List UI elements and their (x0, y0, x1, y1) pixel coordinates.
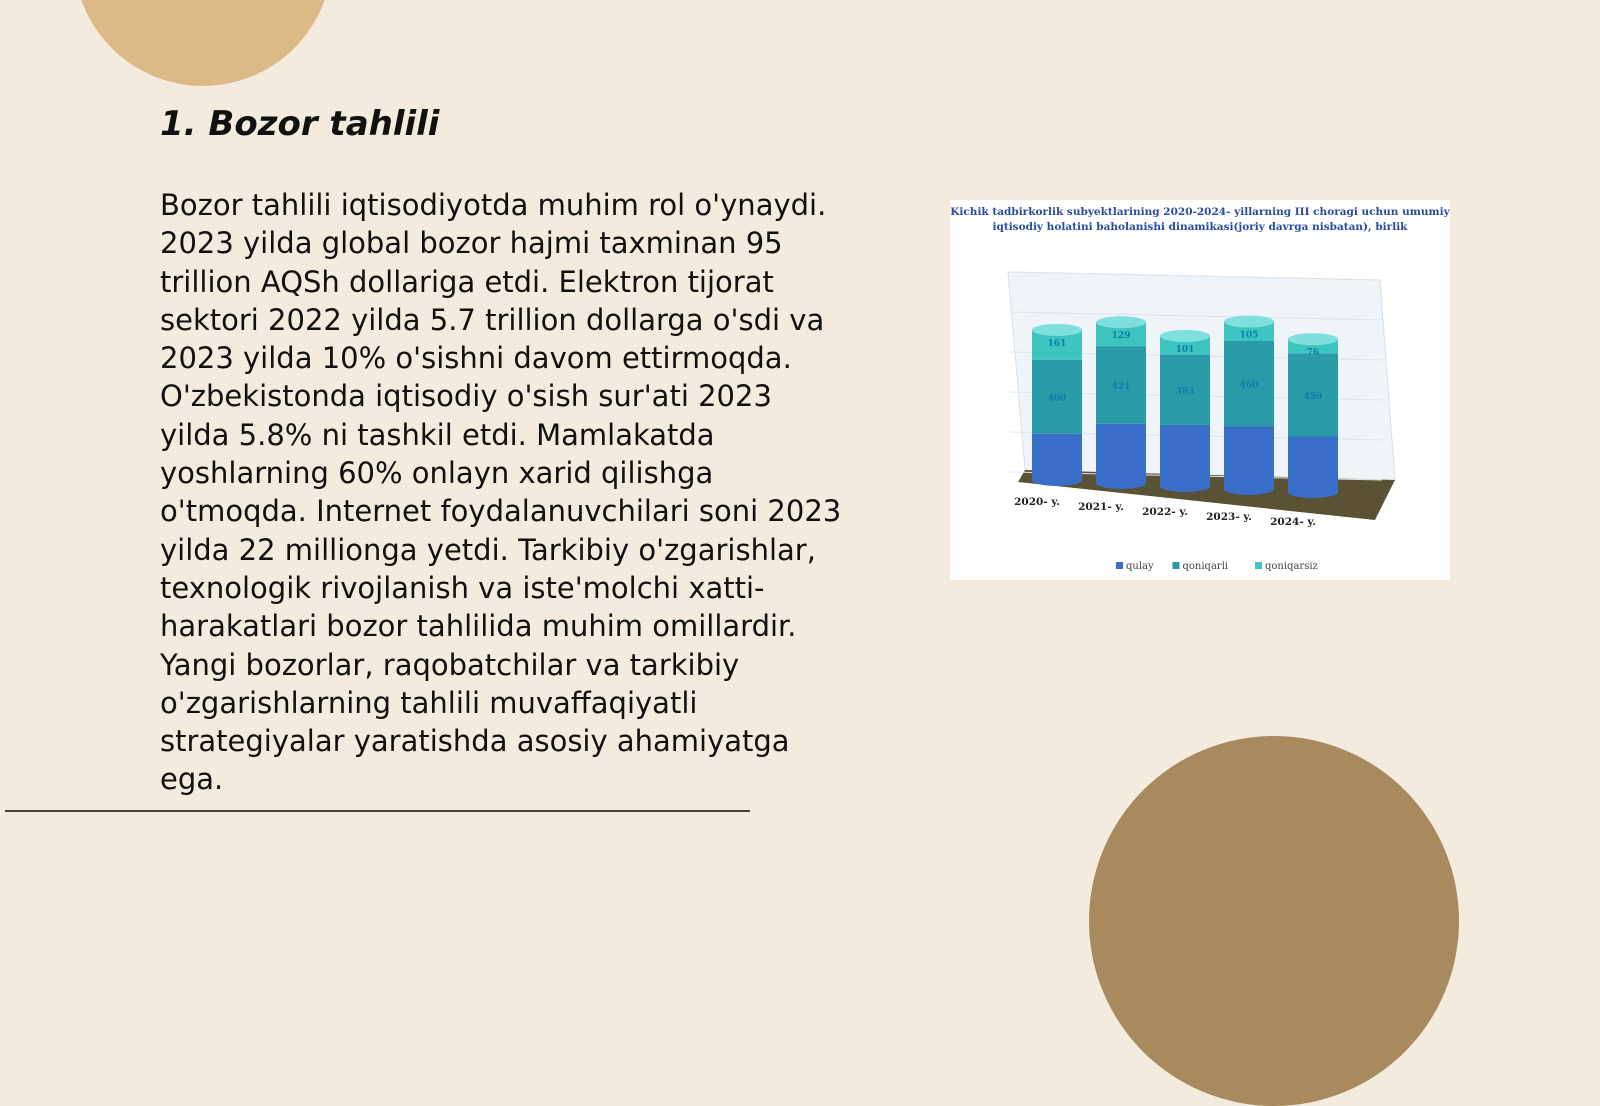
data-label-mid-4: 460 (1239, 380, 1259, 391)
data-label-top-1: 161 (1047, 338, 1067, 349)
bar-qulay-5 (1288, 437, 1338, 493)
divider-line (5, 810, 750, 812)
bar-cap-3 (1160, 330, 1210, 342)
legend-label-qoniqarsiz: qoniqarsiz (1265, 561, 1318, 572)
category-label-4: 2023- y. (1206, 511, 1252, 523)
chart-title-line-2: iqtisodiy holatini baholanishi dinamikasi(joriy davrga nisbatan), birlik (992, 221, 1408, 233)
category-label-5: 2024- y. (1270, 516, 1316, 528)
bar-base-4 (1224, 483, 1274, 495)
data-label-mid-3: 383 (1175, 386, 1195, 397)
chart-title-line-1: Kichik tadbirkorlik subyektlarining 2020-2024- yillarning III choragi uchun umumiy (950, 206, 1450, 218)
bar-cap-2 (1096, 316, 1146, 328)
bar-qulay-1 (1032, 434, 1082, 480)
legend-label-qulay: qulay (1126, 561, 1154, 572)
data-label-top-3: 101 (1175, 344, 1195, 355)
decorative-circle-top (74, 0, 332, 86)
bar-base-5 (1288, 486, 1338, 498)
legend-swatch-qulay (1116, 562, 1123, 569)
category-label-2: 2021- y. (1078, 501, 1124, 513)
bar-qulay-3 (1160, 425, 1210, 486)
data-label-top-2: 129 (1111, 331, 1131, 342)
data-label-mid-2: 421 (1111, 381, 1131, 392)
decorative-circle-bottom (1089, 736, 1459, 1106)
bar-cap-4 (1224, 316, 1274, 328)
chart-image (950, 200, 1450, 580)
bar-base-3 (1160, 480, 1210, 492)
bar-base-2 (1096, 477, 1146, 489)
legend-swatch-qoniqarsiz (1255, 562, 1262, 569)
bar-cap-5 (1288, 333, 1338, 345)
category-label-1: 2020- y. (1014, 496, 1060, 508)
bar-cap-1 (1032, 324, 1082, 336)
data-label-top-5: 76 (1306, 348, 1320, 359)
slide-paragraph: Bozor tahlili iqtisodiyotda muhim rol o'ynaydi. 2023 yilda global bozor hajmi taxminan 95 trillion AQSh dollariga etdi. Elektron tijorat sektori 2022 yilda 5.7 trillion dollarga o'sdi va 2023 yilda 10% o'sishni davom ettirmoqda. O'zbekistonda iqtisodiy o'sish sur'ati 2023 yilda 5.8% ni tashkil etdi. Mamlakatda yoshlarning 60% onlayn xarid qilishga o'tmoqda. Internet foydalanuvchilari soni 2023 yilda 22 millionga yetdi. Tarkibiy o'zgarishlar, texnologik rivojlanish va iste'molchi xatti-harakatlari bozor tahlilida muhim omillardir. Yangi bozorlar, raqobatchilar va tarkibiy o'zgarishlarning tahlili muvaffaqiyatli strategiyalar yaratishda asosiy ahamiyatga ega. (160, 188, 842, 797)
legend-label-qoniqarli: qoniqarli (1182, 561, 1229, 572)
bar-qulay-4 (1224, 426, 1274, 489)
bar-qulay-2 (1096, 424, 1146, 483)
data-label-top-4: 105 (1239, 330, 1259, 341)
bar-base-1 (1032, 474, 1082, 486)
data-label-mid-5: 450 (1303, 391, 1323, 402)
legend-swatch-qoniqarli (1173, 562, 1180, 569)
slide-title: 1. Bozor tahlili (160, 104, 440, 144)
category-label-3: 2022- y. (1142, 506, 1188, 518)
stacked-cylinder-chart (950, 200, 1450, 580)
data-label-mid-1: 400 (1047, 393, 1067, 404)
